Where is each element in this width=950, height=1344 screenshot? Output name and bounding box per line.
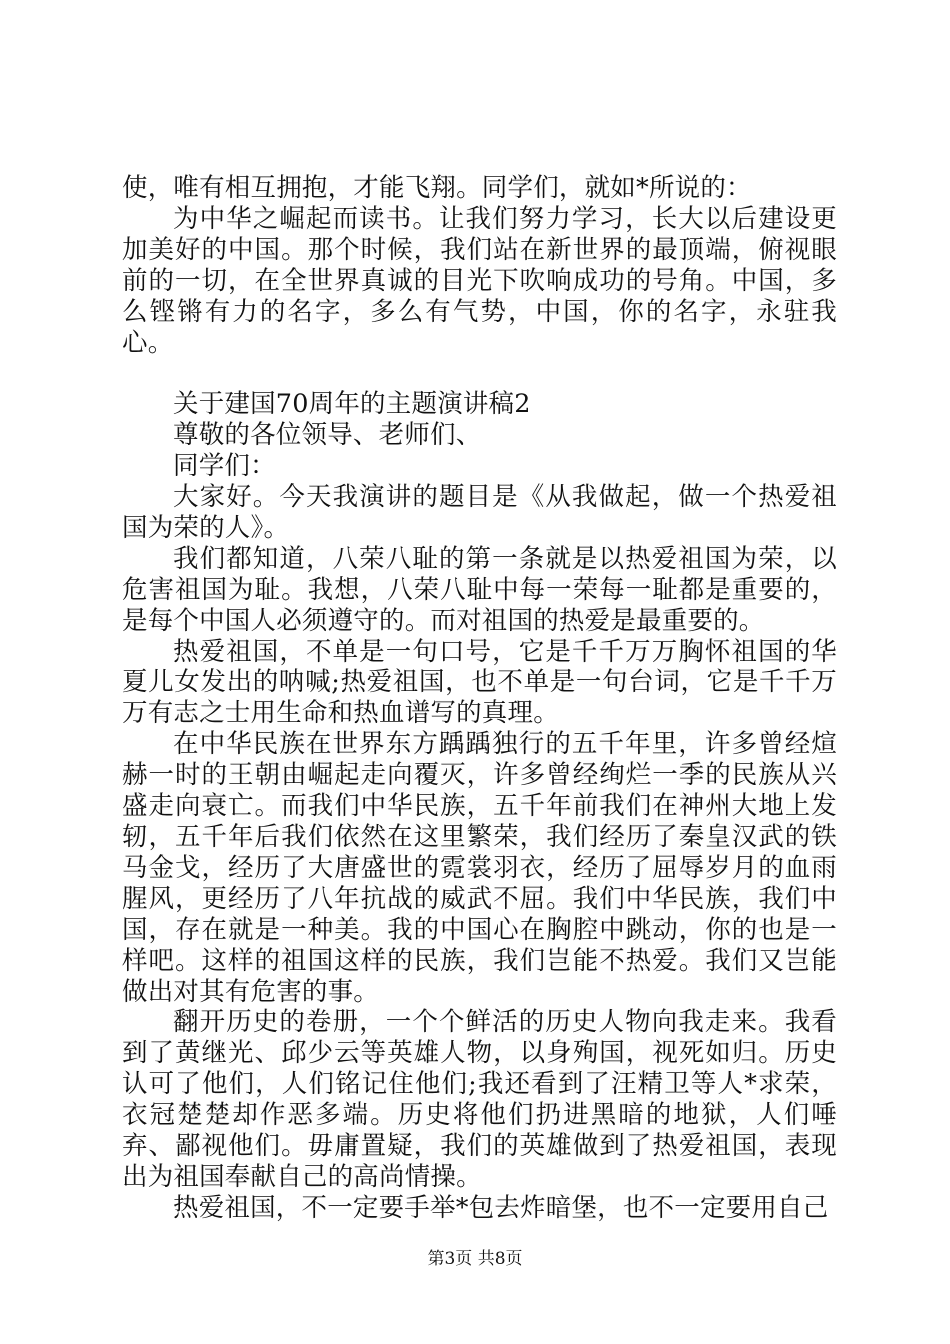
section-title: 关于建国70周年的主题演讲稿2 (173, 389, 531, 420)
paragraph: 为中华之崛起而读书。让我们努力学习，长大以后建设更加美好的中国。那个时候，我们站在新世界的最顶端，俯视眼前的一切，在全世界真诚的目光下吹响成功的号角。中国，多么铿锵有力的名字，多么有气势，中国，你的名字，永驻我心。 (122, 203, 837, 358)
paragraph: 热爱祖国，不一定要手举*包去炸暗堡，也不一定要用自己 (173, 1192, 829, 1223)
salutation: 尊敬的各位领导、老师们、 (173, 420, 482, 451)
paragraph: 翻开历史的卷册，一个个鲜活的历史人物向我走来。我看到了黄继光、邱少云等英雄人物，以身殉国，视死如归。历史认可了他们，人们铭记住他们;我还看到了汪精卫等人*求荣，衣冠楚楚却作恶多端。历史将他们扔进黑暗的地狱，人们唾弃、鄙视他们。毋庸置疑，我们的英雄做到了热爱祖国，表现出为祖国奉献自己的高尚情操。 (122, 1007, 837, 1192)
paragraph: 我们都知道，八荣八耻的第一条就是以热爱祖国为荣，以危害祖国为耻。我想，八荣八耻中每一荣每一耻都是重要的，是每个中国人必须遵守的。而对祖国的热爱是最重要的。 (122, 543, 837, 636)
document-body (122, 173, 837, 1224)
paragraph: 热爱祖国，不单是一句口号，它是千千万万胸怀祖国的华夏儿女发出的呐喊;热爱祖国，也不单是一句台词，它是千千万万有志之士用生命和热血谱写的真理。 (122, 636, 837, 729)
page-number-footer: 第3页 共8页 (427, 1249, 523, 1269)
paragraph: 大家好。今天我演讲的题目是《从我做起，做一个热爱祖国为荣的人》。 (122, 482, 837, 543)
salutation: 同学们： (173, 451, 276, 482)
paragraph: 使，唯有相互拥抱，才能飞翔。同学们，就如*所说的： (122, 173, 752, 203)
paragraph: 在中华民族在世界东方踽踽独行的五千年里，许多曾经煊赫一时的王朝由崛起走向覆灭，许多曾经绚烂一季的民族从兴盛走向衰亡。而我们中华民族，五千年前我们在神州大地上发轫，五千年后我们依然在这里繁荣，我们经历了秦皇汉武的铁马金戈，经历了大唐盛世的霓裳羽衣，经历了屈辱岁月的血雨腥风，更经历了八年抗战的威武不屈。我们中华民族，我们中国，存在就是一种美。我的中国心在胸腔中跳动，你的也是一样吧。这样的祖国这样的民族，我们岂能不热爱。我们又岂能做出对其有危害的事。 (122, 729, 837, 1007)
paragraph-gap (122, 358, 837, 389)
